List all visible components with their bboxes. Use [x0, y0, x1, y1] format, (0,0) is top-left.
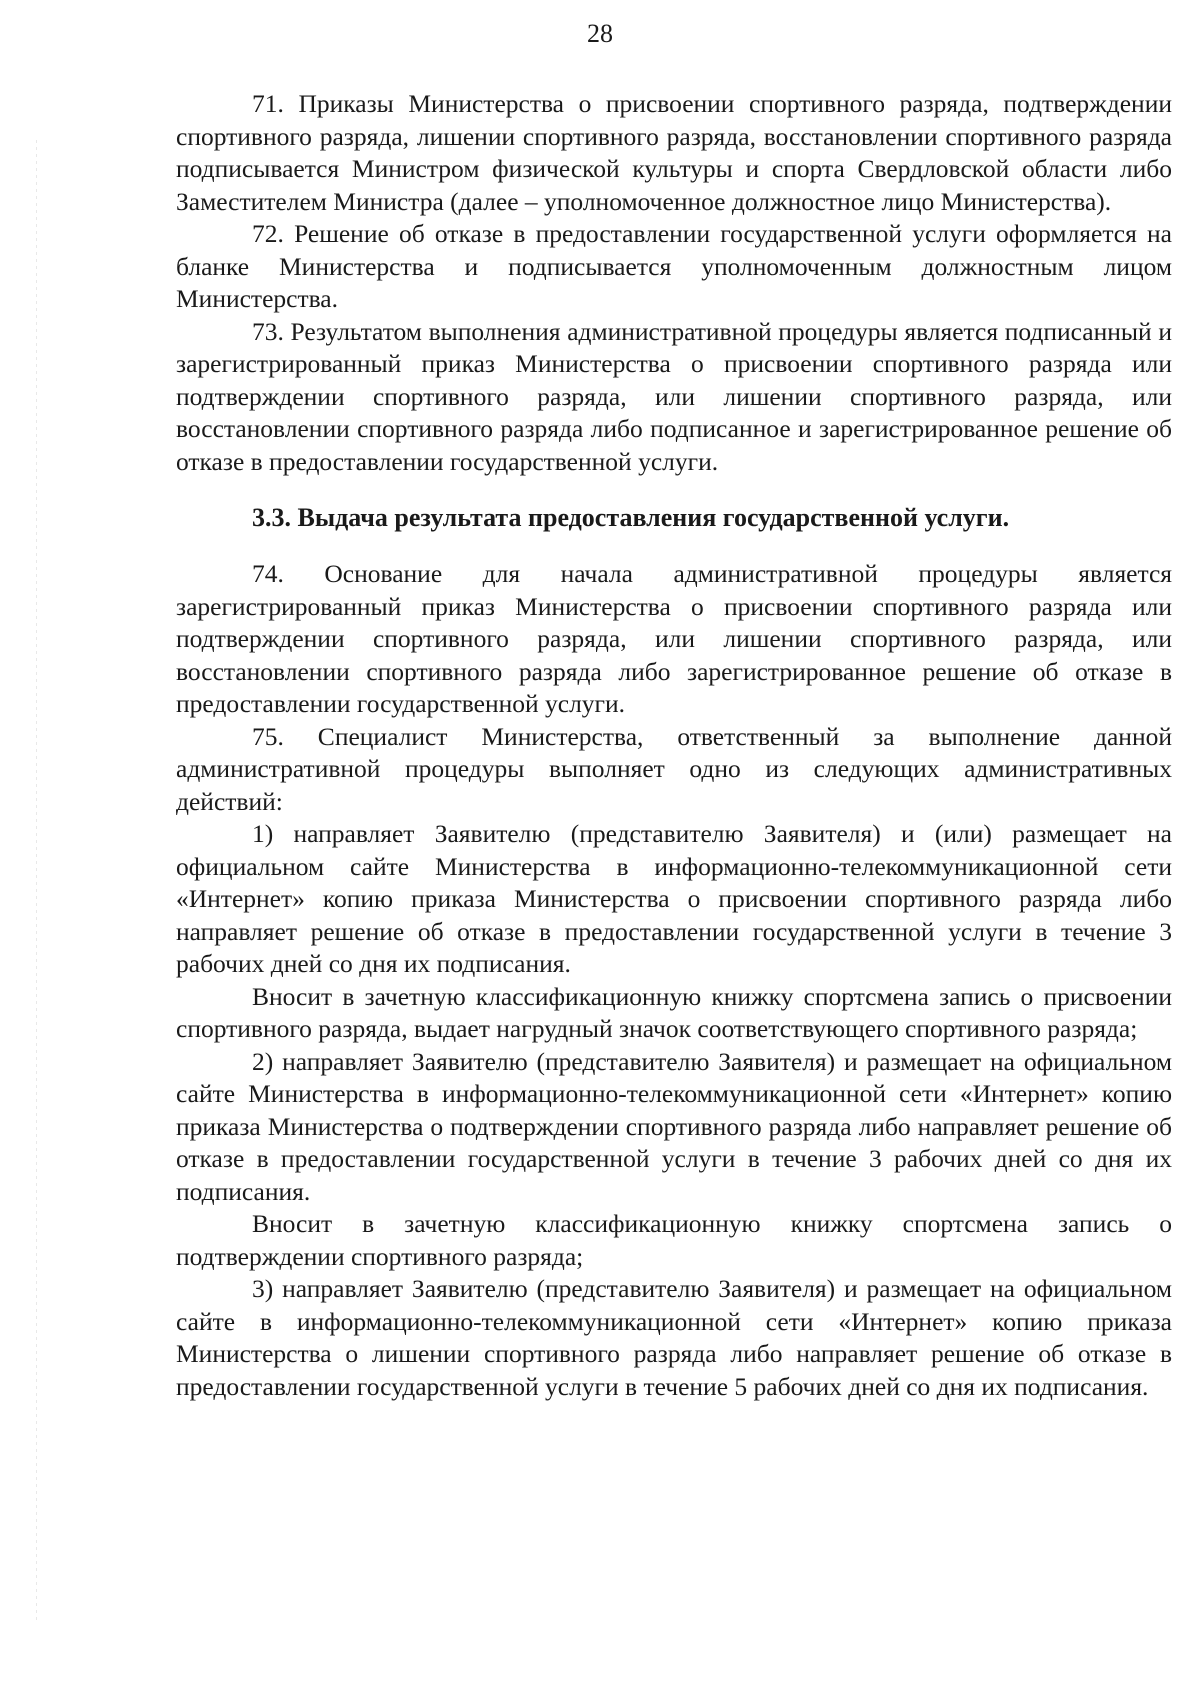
paragraph-72: 72. Решение об отказе в предоставлении государственной услуги оформляется на бланке Министерства и подписывается уполномоченным должностным лицом Министерства. — [176, 219, 1172, 313]
document-body — [176, 88, 1172, 1403]
list-item-1: 1) направляет Заявителю (представителю Заявителя) и (или) размещает на официальном сайте Министерства в информационно-телекоммуникационной сети «Интернет» копию приказа Министерства о присвоении спортивного разряда либо направляет решение об отказе в предоставлении государственной услуги в течение 3 рабочих дней со дня их подписания. — [176, 819, 1172, 978]
list-item-2: 2) направляет Заявителю (представителю Заявителя) и размещает на официальном сайте Министерства в информационно-телекоммуникационной сети «Интернет» копию приказа Министерства о подтверждении спортивного разряда либо направляет решение об отказе в предоставлении государственной услуги в течение 3 рабочих дней со дня их подписания. — [176, 1046, 1172, 1206]
list-item-2-note: Вносит в зачетную классификационную книжку спортсмена запись о подтверждении спортивного разряда; — [176, 1209, 1172, 1271]
paragraph-73: 73. Результатом выполнения административной процедуры является подписанный и зарегистрированный приказ Министерства о присвоении спортивного разряда или подтверждении спортивного разряда, или лишении спортивного разряда, или восстановлении спортивного разряда либо подписанное и зарегистрированное решение об отказе в предоставлении государственной услуги. — [176, 316, 1172, 476]
list-item-3: 3) направляет Заявителю (представителю Заявителя) и размещает на официальном сайте в информационно-телекоммуникационной сети «Интернет» копию приказа Министерства о лишении спортивного разряда либо направляет решение об отказе в предоставлении государственной услуги в течение 5 рабочих дней со дня их подписания. — [176, 1274, 1172, 1401]
paragraph-74: 74. Основание для начала административной процедуры является зарегистрированный приказ Министерства о присвоении спортивного разряда или подтверждении спортивного разряда, или лишении спортивного разряда, или восстановлении спортивного разряда либо зарегистрированное решение об отказе в предоставлении государственной услуги. — [176, 559, 1172, 718]
paragraph-75: 75. Специалист Министерства, ответственный за выполнение данной административной процедуры выполняет одно из следующих административных действий: — [176, 721, 1172, 816]
list-item-1-note: Вносит в зачетную классификационную книжку спортсмена запись о присвоении спортивного разряда, выдает нагрудный значок соответствующего спортивного разряда; — [176, 981, 1172, 1043]
section-heading: 3.3. Выдача результата предоставления государственной услуги. — [252, 503, 1010, 532]
page-number: 28 — [587, 19, 613, 48]
scan-edge-artifact — [36, 140, 37, 1620]
paragraph-71: 71. Приказы Министерства о присвоении спортивного разряда, подтверждении спортивного разряда, лишении спортивного разряда, восстановлении спортивного разряда подписывается Министром физической культуры и спорта Свердловской области либо Заместителем Министра (далее – уполномоченное должностное лицо Министерства). — [176, 89, 1172, 216]
